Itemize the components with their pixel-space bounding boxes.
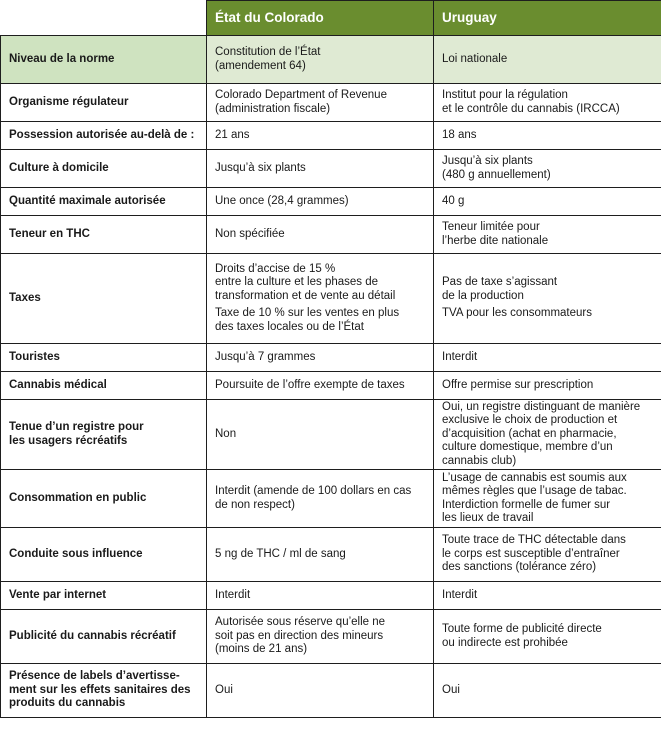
colorado-cell-paragraph: Jusqu’à six plants [215,161,306,174]
table-row [1,216,661,254]
row-label: Conduite sous influence [1,528,207,582]
row-label: Taxes [1,254,207,344]
uruguay-cell-paragraph: Teneur limitée pour l’herbe dite nationale [442,221,549,247]
uruguay-cell-paragraph: Interdit [442,588,478,601]
colorado-cell-paragraph: 21 ans [215,128,250,141]
colorado-cell [207,36,434,84]
uruguay-cell [434,470,661,528]
table-row [1,664,661,718]
row-label: Touristes [1,344,207,372]
colorado-cell-paragraph: Droits d’accise de 15 % entre la culture et les phases de transformation et de vente au détail [215,262,396,302]
colorado-cell [207,470,434,528]
uruguay-cell [434,610,661,664]
colorado-cell-paragraph: Taxe de 10 % sur les ventes en plus des taxes locales ou de l’État [215,307,400,333]
table-row [1,344,661,372]
colorado-cell-paragraph: Constitution de l’État (amendement 64) [215,46,321,72]
colorado-cell-paragraph: Une once (28,4 grammes) [215,194,349,207]
uruguay-cell-paragraph: Oui, un registre distinguant de manière exclusive le choix de production et d’acquisition (achat en pharmacie, culture domestique, membre d’un cannabis club) [442,400,641,467]
table-row [1,400,661,470]
row-label: Consommation en public [1,470,207,528]
colorado-cell-paragraph: Colorado Department of Revenue (administration fiscale) [215,89,387,115]
table-row [1,188,661,216]
row-label: Possession autorisée au-delà de : [1,122,207,150]
row-label: Organisme régulateur [1,84,207,122]
uruguay-cell-paragraph: L’usage de cannabis est soumis aux mêmes règles que l’usage de tabac. Interdiction formelle de fumer sur les lieux de travail [442,471,627,524]
uruguay-cell [434,664,661,718]
colorado-cell-paragraph: 5 ng de THC / ml de sang [215,547,346,560]
table-row [1,36,661,84]
colorado-cell [207,400,434,470]
uruguay-cell [434,216,661,254]
colorado-cell [207,122,434,150]
table-row [1,84,661,122]
uruguay-cell [434,150,661,188]
colorado-cell [207,254,434,344]
uruguay-cell-paragraph: Loi nationale [442,52,508,65]
row-label: Présence de labels d’avertisse- ment sur les effets sanitaires des produits du cannabis [1,664,207,718]
colorado-cell-paragraph: Autorisée sous réserve qu’elle ne soit pas en direction des mineurs (moins de 21 ans) [215,616,386,656]
colorado-cell [207,372,434,400]
uruguay-cell-paragraph: Toute trace de THC détectable dans le corps est susceptible d’entraîner des sanctions (tolérance zéro) [442,534,626,574]
header-blank [1,1,207,36]
table-row [1,528,661,582]
uruguay-cell [434,188,661,216]
colorado-cell-paragraph: Jusqu’à 7 grammes [215,350,316,363]
row-label: Tenue d’un registre pour les usagers récréatifs [1,400,207,470]
colorado-cell-paragraph: Non spécifiée [215,227,285,240]
uruguay-cell-paragraph: Offre permise sur prescription [442,378,594,391]
uruguay-cell-paragraph: Jusqu’à six plants (480 g annuellement) [442,155,551,181]
colorado-cell-paragraph: Non [215,427,237,440]
colorado-cell [207,610,434,664]
colorado-cell [207,150,434,188]
colorado-cell [207,528,434,582]
table-row [1,470,661,528]
header-uruguay: Uruguay [434,1,661,36]
table-row [1,122,661,150]
uruguay-cell [434,582,661,610]
uruguay-cell-paragraph: Oui [442,683,460,696]
colorado-cell [207,216,434,254]
uruguay-cell-paragraph: 40 g [442,194,465,207]
uruguay-cell [434,122,661,150]
row-label: Cannabis médical [1,372,207,400]
uruguay-cell [434,528,661,582]
table-row [1,610,661,664]
colorado-cell [207,188,434,216]
uruguay-cell-paragraph: Institut pour la régulation et le contrôle du cannabis (IRCCA) [442,89,620,115]
uruguay-cell [434,372,661,400]
colorado-cell-paragraph: Interdit (amende de 100 dollars en cas de non respect) [215,485,412,511]
row-label: Niveau de la norme [1,36,207,84]
uruguay-cell-paragraph: Pas de taxe s’agissant de la production [442,276,558,302]
header-row [1,1,661,36]
uruguay-cell [434,36,661,84]
uruguay-cell [434,254,661,344]
uruguay-cell-paragraph: 18 ans [442,128,477,141]
uruguay-cell-paragraph: Toute forme de publicité directe ou indirecte est prohibée [442,623,602,649]
colorado-cell [207,582,434,610]
uruguay-cell [434,84,661,122]
table-row [1,582,661,610]
colorado-cell-paragraph: Interdit [215,588,251,601]
colorado-cell [207,84,434,122]
row-label: Culture à domicile [1,150,207,188]
row-label: Teneur en THC [1,216,207,254]
colorado-cell [207,664,434,718]
row-label: Quantité maximale autorisée [1,188,207,216]
table-row [1,372,661,400]
colorado-cell-paragraph: Oui [215,683,233,696]
uruguay-cell-paragraph: Interdit [442,350,478,363]
row-label: Publicité du cannabis récréatif [1,610,207,664]
table-row [1,150,661,188]
header-colorado: État du Colorado [207,1,434,36]
row-label: Vente par internet [1,582,207,610]
uruguay-cell [434,400,661,470]
colorado-cell-paragraph: Poursuite de l’offre exempte de taxes [215,378,405,391]
table-row [1,254,661,344]
uruguay-cell [434,344,661,372]
uruguay-cell-paragraph: TVA pour les consommateurs [442,307,592,320]
colorado-cell [207,344,434,372]
